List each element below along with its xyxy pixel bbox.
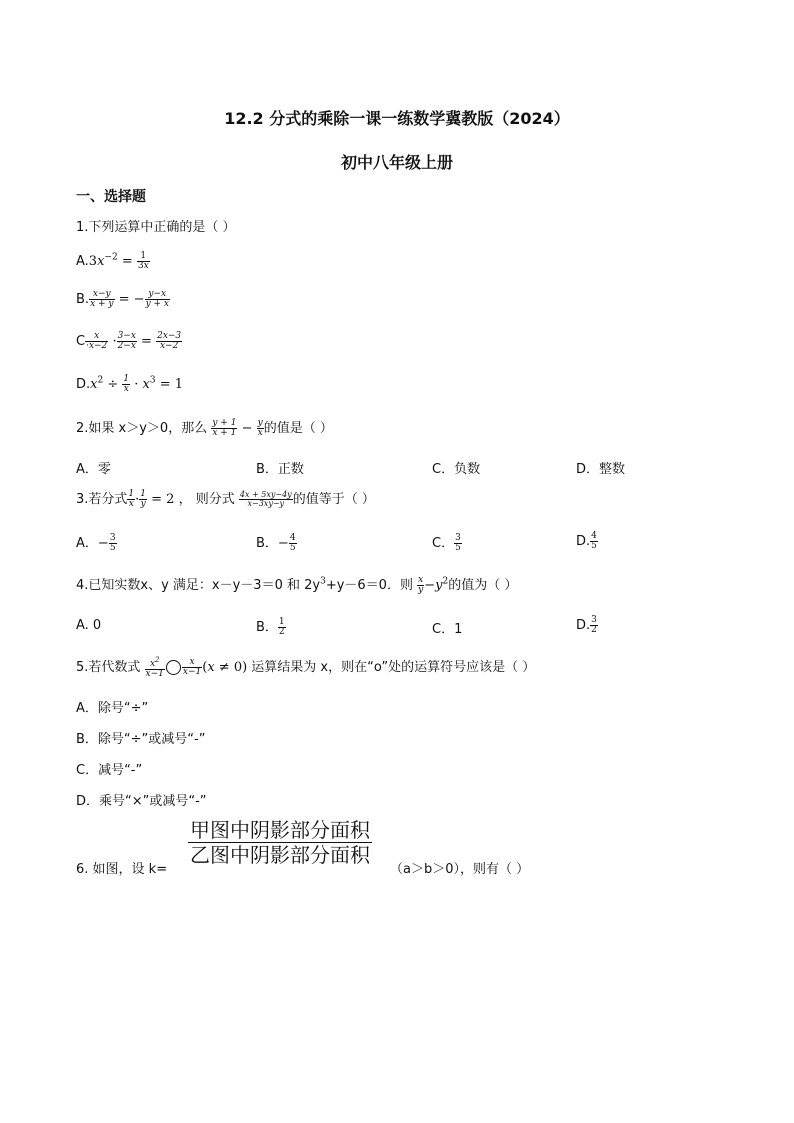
q4-option-a: A. 0 (76, 618, 102, 633)
q2-option-d: D．整数 (576, 462, 626, 477)
q6-area-ratio-fraction (188, 820, 372, 865)
question-3-stem: 3.若分式 $\frac{1}{x}$ · $\frac{1}{y}$ = 2 ， 则分式 $\frac{4x + 5xy-4y}{x-3xy-y}$ 的值等于（ ） (76, 489, 375, 509)
q3-option-b: B．− $\frac{4}{5}$ (256, 533, 296, 553)
q3-option-c: C． $\frac{3}{5}$ (432, 533, 461, 553)
q1-option-d: $D.x^2$ ÷ $\frac{1}{x}$ · $x^3 = 1$ (76, 374, 184, 394)
question-2-stem: 2.如果 x＞y＞0，那么 $\frac{y + 1}{x + 1}$ − $\frac{y}{x}$ 的值是（ ） (76, 418, 333, 438)
question-1-stem: 1.下列运算中正确的是（ ） (76, 220, 236, 235)
q2-option-b: B．正数 (256, 462, 304, 477)
q4-option-b: B． $\frac{1}{2}$ (256, 617, 285, 637)
q1-option-c: C $\frac{x}{\cdot x-2}$ · $\frac{3-x}{2-x}$ = $\frac{2x-3}{x-2}$ (76, 331, 182, 351)
q1-option-a: $A.3x^{-2}$ = $\frac{1}{3x}$ (76, 251, 149, 271)
question-4-stem: 4.已知实数x、y 满足：x－y－3＝0 和 $2y^3+y-6=0$．则 $\frac{x}{y}$ $-y^2$的值为（ ） (76, 575, 518, 595)
q6-fraction-numerator: 甲图中阴影部分面积 (190, 818, 370, 842)
q1-option-b: B. $\frac{x-y}{x + y}$ = − $\frac{y-x}{y + x}$ (76, 289, 169, 309)
question-5-stem: 5.若代数式 $\frac{x^2}{x-1}$ $\frac{x}{x-1}$ (x ≠ 0) 运算结果为 x，则在“o”处的运算符号应该是（ ） (76, 655, 536, 679)
q4-option-c: C．1 (432, 622, 463, 637)
operator-circle-icon (166, 660, 181, 675)
q3-option-d: D. $\frac{4}{5}$ (576, 531, 597, 551)
q2-option-a: A．零 (76, 462, 111, 477)
page-subtitle: 初中八年级上册 (340, 153, 453, 172)
q5-option-d: D．乘号“×”或减号“-” (76, 794, 207, 809)
page-title: 12.2 分式的乘除一课一练数学冀教版（2024） (224, 109, 570, 128)
question-6-prefix: 6. 如图，设 k= (76, 862, 168, 877)
question-6-suffix: （a＞b＞0），则有（ ） (390, 862, 530, 877)
q5-option-b: B．除号“÷”或减号“-” (76, 732, 206, 747)
q5-option-a: A．除号“÷” (76, 701, 149, 716)
q4-option-d: D. $\frac{3}{2}$ (576, 615, 597, 635)
section-heading: 一、选择题 (76, 189, 146, 205)
q3-option-a: A．− $\frac{3}{5}$ (76, 533, 116, 553)
q5-option-c: C．减号“-” (76, 763, 143, 778)
q6-fraction-denominator: 乙图中阴影部分面积 (190, 843, 370, 867)
q2-option-c: C．负数 (432, 462, 481, 477)
